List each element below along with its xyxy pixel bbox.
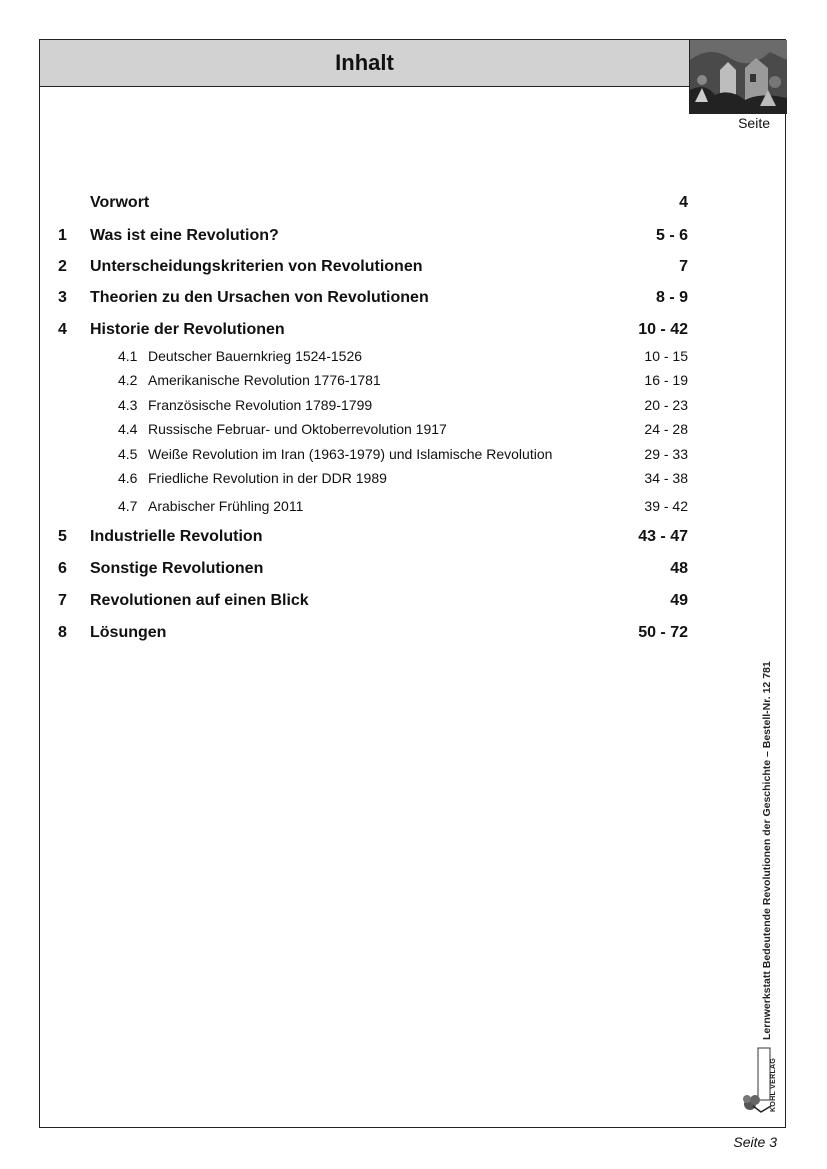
publisher-logo-text: KOHL VERLAG [770,1057,777,1112]
toc-subentry-pages: 16 - 19 [644,372,688,388]
toc-subentry-title: Friedliche Revolution in der DDR 1989 [148,470,387,486]
toc-entry-number: 2 [58,258,67,275]
toc-entry-pages: 48 [670,560,688,577]
toc-entry-pages: 8 - 9 [655,289,688,306]
toc-entry-number: 4 [58,321,67,338]
toc-entry-number: 3 [58,289,67,306]
toc-entry-4[interactable] [58,321,688,343]
toc-subentry-pages: 24 - 28 [644,421,688,437]
toc-entry-title: Was ist eine Revolution? [90,227,279,244]
toc-entry-title: Theorien zu den Ursachen von Revolutionen [90,289,429,306]
toc-subentry-title: Russische Februar- und Oktoberrevolution 1917 [148,421,447,437]
toc-subentry-title: Weiße Revolution im Iran (1963-1979) und Islamische Revolution [148,446,553,462]
revolution-scene-image [689,40,787,114]
toc-subentry-4-3[interactable] [58,397,688,415]
toc-subentry-4-1[interactable] [58,348,688,366]
toc-entry-number: 1 [58,227,67,244]
toc-entry-8[interactable] [58,624,688,646]
toc-entry-title: Vorwort [90,194,150,211]
toc-entry-vorwort[interactable] [58,194,688,216]
toc-entry-5[interactable] [58,528,688,550]
toc-subentry-pages: 39 - 42 [644,498,688,514]
toc-entry-title: Lösungen [90,624,167,641]
toc-subentry-number: 4.3 [118,397,138,413]
toc-subentry-title: Französische Revolution 1789-1799 [148,397,373,413]
toc-entry-pages: 10 - 42 [638,321,688,338]
toc-subentry-title: Amerikanische Revolution 1776-1781 [148,372,381,388]
toc-subentry-pages: 29 - 33 [644,446,688,462]
toc-subentry-title: Arabischer Frühling 2011 [148,498,304,514]
page-title: Inhalt [335,50,394,75]
toc-entry-title: Industrielle Revolution [90,528,263,545]
toc-subentry-pages: 20 - 23 [644,397,688,413]
toc-entry-7[interactable] [58,592,688,614]
toc-entry-3[interactable] [58,289,688,311]
toc-subentry-number: 4.7 [118,498,138,514]
toc-subentry-pages: 34 - 38 [644,470,688,486]
toc-subentry-pages: 10 - 15 [644,348,688,364]
toc-entry-pages: 50 - 72 [638,624,688,641]
toc-subentry-4-2[interactable] [58,372,688,390]
toc-entry-title: Sonstige Revolutionen [90,560,264,577]
toc-entry-pages: 5 - 6 [655,227,688,244]
toc-entry-6[interactable] [58,560,688,582]
toc-entry-title: Historie der Revolutionen [90,321,285,338]
toc-subentry-number: 4.4 [118,421,138,437]
toc-entry-pages: 43 - 47 [638,528,688,545]
toc-subentry-4-6[interactable] [58,470,688,488]
toc-entry-number: 5 [58,528,67,545]
page-number: Seite 3 [733,1134,777,1150]
toc-entry-number: 6 [58,560,67,577]
toc-subentry-number: 4.2 [118,372,138,388]
toc-subentry-4-4[interactable] [58,421,688,439]
toc-subentry-number: 4.5 [118,446,138,462]
toc-subentry-4-5[interactable] [58,446,688,464]
sidebar-product-info: Lernwerkstatt Bedeutende Revolutionen der Geschichte – Bestell-Nr. 12 781 [761,661,773,1040]
toc-entry-pages: 7 [679,258,688,275]
toc-entry-title: Revolutionen auf einen Blick [90,592,309,609]
toc-entry-title: Unterscheidungskriterien von Revolutionen [90,258,423,275]
header-bar [40,40,689,87]
toc-entry-number: 8 [58,624,67,641]
toc-subentry-title: Deutscher Bauernkrieg 1524-1526 [148,348,363,364]
page-column-label: Seite [738,115,770,131]
toc-entry-2[interactable] [58,258,688,280]
toc-subentry-number: 4.1 [118,348,138,364]
toc-entry-1[interactable] [58,227,688,249]
toc-subentry-4-7[interactable] [58,498,688,516]
toc-entry-pages: 49 [670,592,688,609]
toc-entry-number: 7 [58,592,67,609]
toc-entry-pages: 4 [679,194,688,211]
toc-subentry-number: 4.6 [118,470,138,486]
